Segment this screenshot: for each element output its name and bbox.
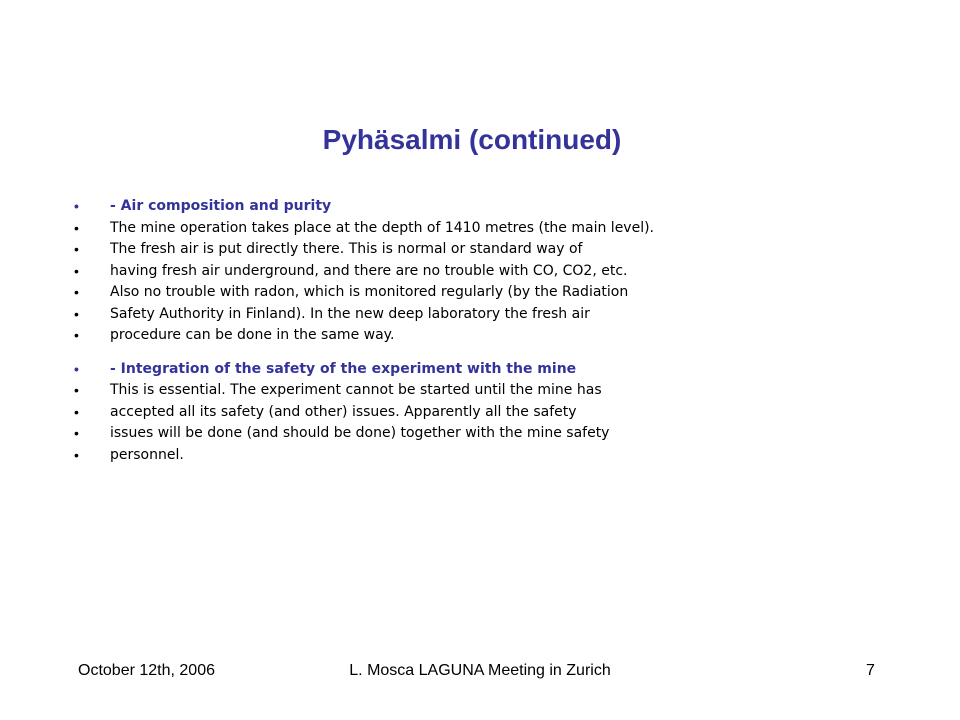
- bullet-item: [72, 218, 872, 240]
- bullet-item: [72, 445, 872, 467]
- bullet-text: The fresh air is put directly there. This is normal or standard way of: [110, 241, 583, 257]
- bullet-text: having fresh air underground, and there are no trouble with CO, CO2, etc.: [110, 262, 628, 279]
- bullet-icon: •: [74, 198, 79, 214]
- bullet-item: [72, 402, 872, 424]
- bullet-text: The mine operation takes place at the depth of 1410 metres (the main level).: [110, 219, 655, 236]
- bullet-icon: •: [74, 446, 79, 463]
- bullet-icon: •: [74, 327, 79, 343]
- section-heading: [72, 359, 872, 381]
- slide-content: [72, 196, 872, 466]
- bullet-icon: •: [74, 241, 79, 257]
- bullet-icon: •: [74, 219, 79, 236]
- bullet-icon: •: [74, 305, 79, 322]
- bullet-item: [72, 325, 872, 347]
- bullet-text: personnel.: [110, 446, 184, 463]
- section-heading-text: - Air composition and purity: [110, 198, 332, 214]
- bullet-icon: •: [74, 360, 79, 377]
- footer-date: October 12th, 2006: [78, 662, 215, 679]
- bullet-icon: •: [74, 284, 79, 300]
- bullet-text: Also no trouble with radon, which is monitored regularly (by the Radiation: [110, 284, 629, 300]
- bullet-section-safety-integration: [72, 359, 872, 467]
- bullet-text: This is essential. The experiment cannot be started until the mine has: [110, 382, 602, 398]
- bullet-icon: •: [74, 403, 79, 420]
- bullet-text: accepted all its safety (and other) issues. Apparently all the safety: [110, 403, 577, 420]
- footer-meeting-title: L. Mosca LAGUNA Meeting in Zurich: [349, 662, 611, 679]
- bullet-item: [72, 304, 872, 326]
- bullet-icon: •: [74, 425, 79, 441]
- bullet-icon: •: [74, 262, 79, 279]
- section-heading: [72, 196, 872, 218]
- bullet-item: [72, 380, 872, 402]
- bullet-section-air-composition: [72, 196, 872, 347]
- bullet-item: [72, 282, 872, 304]
- slide-title: Pyhäsalmi (continued): [322, 124, 622, 155]
- bullet-item: [72, 423, 872, 445]
- section-heading-text: - Integration of the safety of the experiment with the mine: [110, 360, 577, 377]
- bullet-text: Safety Authority in Finland). In the new deep laboratory the fresh air: [110, 305, 590, 322]
- bullet-item: [72, 261, 872, 283]
- page-number: 7: [866, 662, 875, 679]
- bullet-text: procedure can be done in the same way.: [110, 327, 395, 343]
- bullet-text: issues will be done (and should be done) together with the mine safety: [110, 425, 610, 441]
- bullet-item: [72, 239, 872, 261]
- bullet-icon: •: [74, 382, 79, 398]
